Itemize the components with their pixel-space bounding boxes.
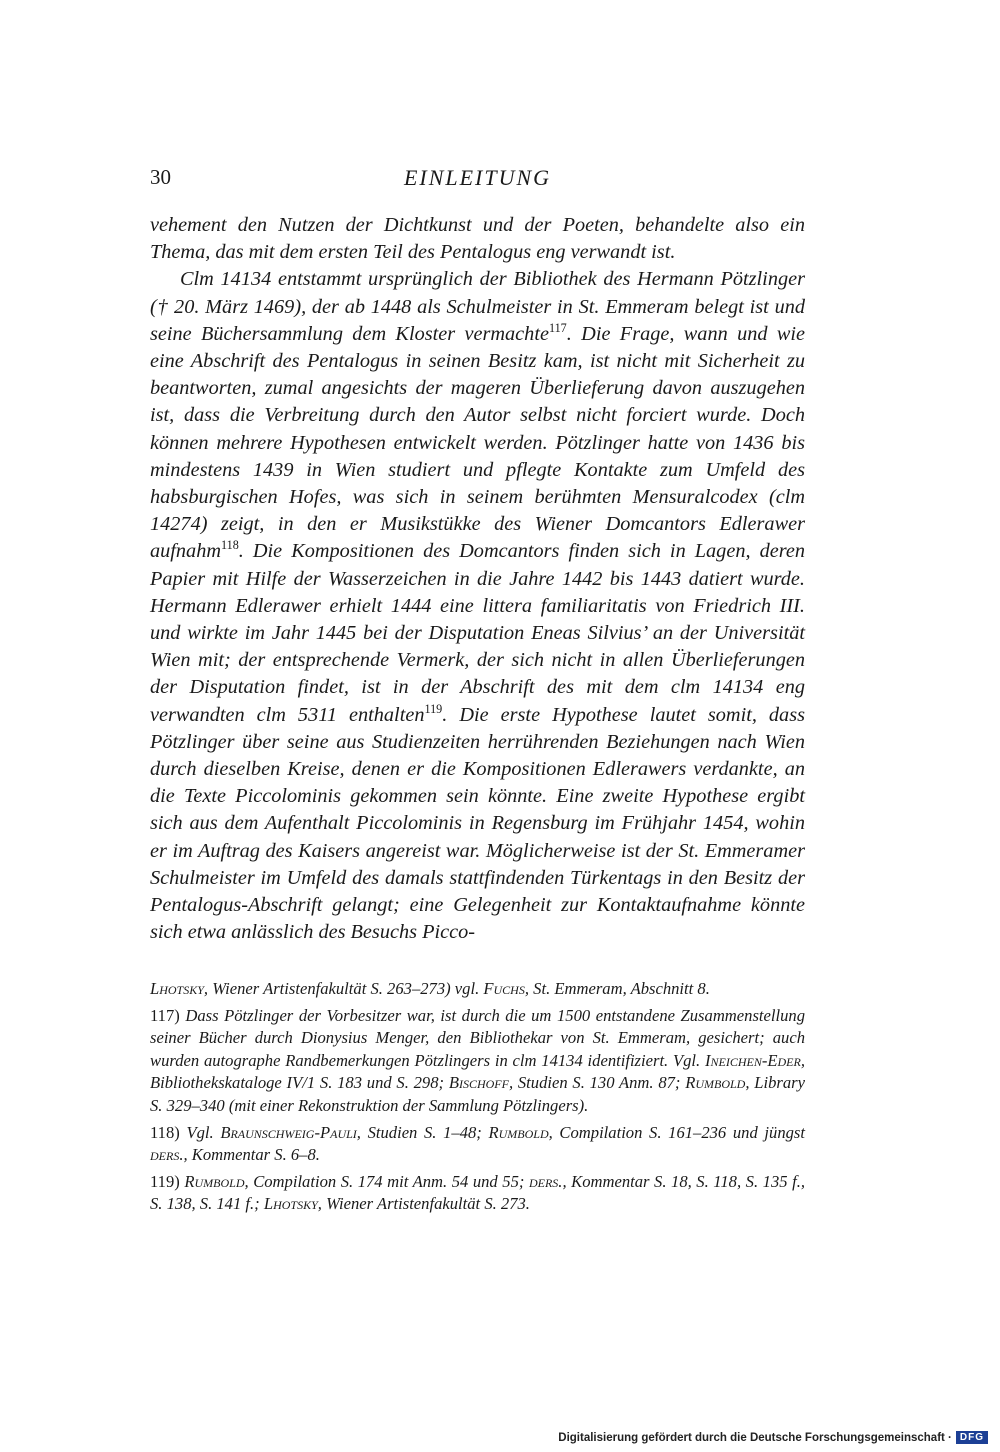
body-text bbox=[150, 212, 805, 946]
paragraph-2: Clm 14134 entstammt ursprünglich der Bibliothek des Hermann Pötzlinger († 20. März 1469), der ab 1448 als Schulmeister in St. Emmeram belegt ist und seine Büchersammlung dem Kloster vermachte$^{117}$. Die Frage, wann und wie eine Abschrift des Pentalogus in seinen Besitz kam, ist nicht mit Sicherheit zu beantworten, zumal angesichts der mageren Überlieferung davon auszugehen ist, dass die Verbreitung durch den Autor selbst nicht forciert wurde. Doch können mehrere Hypothesen entwickelt werden. Pötzlinger hatte von 1436 bis mindestens 1439 in Wien studiert und pflegte Kontakte zum Umfeld des habsburgischen Hofes, was sich in seinem berühmten Mensuralcodex (clm 14274) zeigt, in den er Musikstükke des Wiener Domcantors Edlerawer aufnahm$^{118}$. Die Kompositionen des Domcantors finden sich in Lagen, deren Papier mit Hilfe der Wasserzeichen in die Jahre 1442 bis 1443 datiert wurde. Hermann Edlerawer erhielt 1444 eine littera familiaritatis von Friedrich III. und wirkte im Jahr 1445 bei der Disputation Eneas Silvius’ an der Universität Wien mit; der entsprechende Vermerk, der sich nicht in allen Überlieferungen der Disputation findet, ist in der Abschrift des mit dem clm 14134 eng verwandten clm 5311 enthalten$^{119}$. Die erste Hypothese lautet somit, dass Pötzlinger über seine aus Studienzeiten herrührenden Beziehungen nach Wien durch dieselben Kreise, denen er die Kompositionen Edlerawers verdankte, an die Texte Piccolominis gekommen sein könnte. Eine zweite Hypothese ergibt sich aus dem Aufenthalt Piccolominis in Regensburg im Frühjahr 1454, wohin er im Auftrag des Kaisers angereist war. Möglicherweise ist der St. Emmeramer Schulmeister im Umfeld des damals stattfindenden Türkentags in den Besitz der Pentalogus-Abschrift gelangt; eine Gelegenheit zur Kontaktaufnahme könnte sich etwa anlässlich des Besuchs Picco- bbox=[150, 268, 805, 944]
footnote-118: 118) Vgl. Braunschweig-Pauli, Studien S. 1–48; Rumbold, Compilation S. 161–236 und jüngst ders., Kommentar S. 6–8. bbox=[150, 1122, 805, 1165]
paragraph-1: vehement den Nutzen der Dichtkunst und der Poeten, behandelte also ein Thema, das mit dem ersten Teil des Pentalogus eng verwandt ist. bbox=[150, 214, 805, 264]
footnotes bbox=[150, 978, 805, 1220]
footnote-ref-119: 119 bbox=[424, 701, 443, 716]
footnote-117: 117) Dass Pötzlinger der Vorbesitzer war, ist durch die um 1500 entstandene Zusammenstellung seiner Bücher durch Dionysius Menger, den Bibliothekar von St. Emmeram, gesichert; auch wurden autographe Randbemerkungen Pötzlingers in clm 14134 identifiziert. Vgl. Ineichen-Eder, Bibliothekskataloge IV/1 S. 183 und S. 298; Bischoff, Studien S. 130 Anm. 87; Rumbold, Library S. 329–340 (mit einer Rekonstruktion der Sammlung Pötzlingers). bbox=[150, 1005, 805, 1115]
footnote-ref-118: 118 bbox=[220, 538, 239, 553]
funding-credit-text: Digitalisierung gefördert durch die Deutsche Forschungsgemeinschaft · bbox=[558, 1431, 952, 1444]
page-number: 30 bbox=[150, 165, 171, 189]
funding-credit bbox=[558, 1431, 988, 1444]
running-head: EINLEITUNG bbox=[403, 165, 552, 190]
dfg-logo: DFG bbox=[956, 1431, 988, 1444]
footnote-ref-117: 117 bbox=[548, 321, 567, 336]
page-header bbox=[150, 165, 805, 195]
footnote-continuation: Lhotsky, Wiener Artistenfakultät S. 263–273) vgl. Fuchs, St. Emmeram, Abschnitt 8. bbox=[150, 979, 710, 998]
footnote-119: 119) Rumbold, Compilation S. 174 mit Anm. 54 und 55; ders., Kommentar S. 18, S. 118, S. 135 f., S. 138, S. 141 f.; Lhotsky, Wiener Artistenfakultät S. 273. bbox=[150, 1171, 805, 1214]
